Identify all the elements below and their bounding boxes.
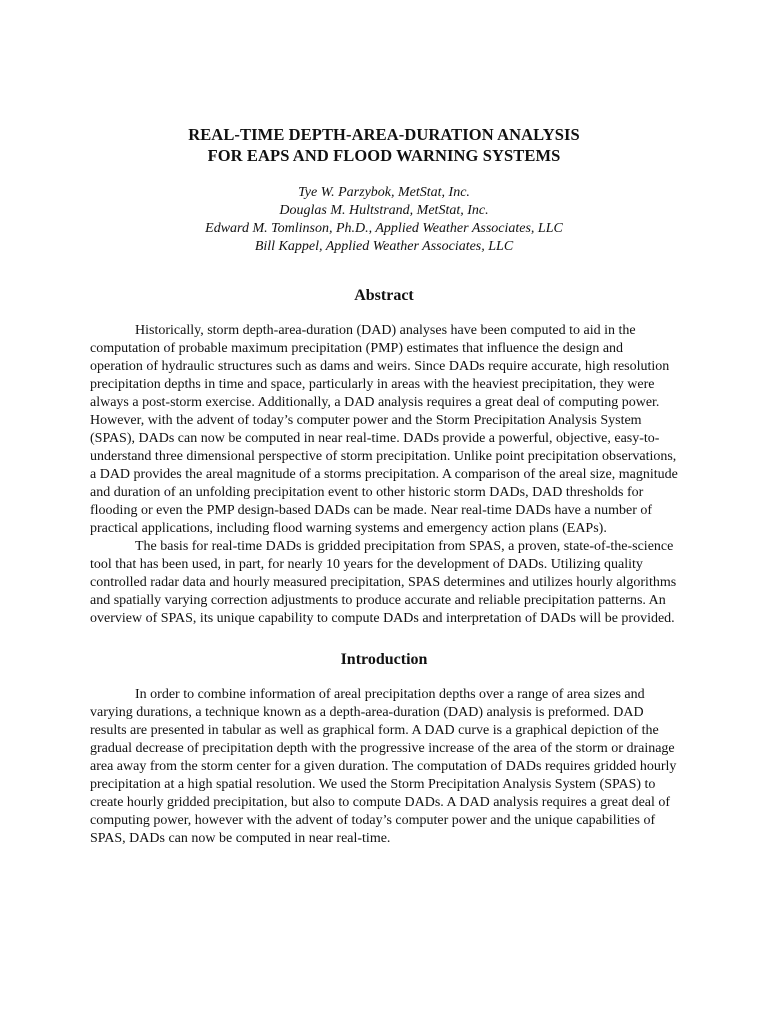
- author-4: Bill Kappel, Applied Weather Associates, LLC: [254, 239, 514, 254]
- author-list: [90, 184, 678, 256]
- abstract-paragraph-1: Historically, storm depth-area-duration (DAD) analyses have been computed to aid in the computation of probable maximum precipitation (PMP) estimates that influence the design and operation of hydraulic structures such as dams and weirs. Since DADs require accurate, high resolution precipitation depths in time and space, particularly in areas with the heaviest precipitation, they were always a post-storm exercise. Additionally, a DAD analysis requires a great deal of computing power. However, with the advent of today’s computer power and the Storm Precipitation Analysis System (SPAS), DADs can now be computed in near real-time. DADs provide a powerful, objective, easy-to-understand three dimensional perspective of storm precipitation. Unlike point precipitation observations, a DAD provides the areal magnitude of a storms precipitation. A comparison of the areal size, magnitude and duration of an unfolding precipitation event to other historic storm DADs, DAD thresholds for flooding or even the PMP design-based DADs can be made. Near real-time DADs have a number of practical applications, including flood warning systems and emergency action plans (EAPs).: [90, 323, 678, 536]
- abstract-section: [90, 286, 678, 628]
- author-2: Douglas M. Hultstrand, MetStat, Inc.: [279, 203, 489, 218]
- abstract-paragraph-2: The basis for real-time DADs is gridded precipitation from SPAS, a proven, state-of-the-science tool that has been used, in part, for nearly 10 years for the development of DADs. Utilizing quality controlled radar data and hourly measured precipitation, SPAS determines and utilizes hourly algorithms and spatially varying correction adjustments to produce accurate and reliable precipitation patterns. An overview of SPAS, its unique capability to compute DADs and interpretation of DADs will be provided.: [90, 539, 677, 626]
- title-line-2: FOR EAPS AND FLOOD WARNING SYSTEMS: [207, 146, 561, 165]
- paper-title: [90, 124, 678, 166]
- author-1: Tye W. Parzybok, MetStat, Inc.: [298, 185, 470, 200]
- author-3: Edward M. Tomlinson, Ph.D., Applied Weather Associates, LLC: [205, 221, 563, 236]
- introduction-section: [90, 650, 678, 848]
- title-line-1: REAL-TIME DEPTH-AREA-DURATION ANALYSIS: [188, 125, 580, 144]
- introduction-heading: Introduction: [340, 651, 428, 668]
- introduction-paragraph-1: In order to combine information of areal precipitation depths over a range of area sizes and varying durations, a technique known as a depth-area-duration (DAD) analysis is preformed. DAD results are presented in tabular as well as graphical form. A DAD curve is a graphical depiction of the gradual decrease of precipitation depth with the progressive increase of the area of the storm or drainage area away from the storm center for a given duration. The computation of DADs requires gridded hourly precipitation at a high spatial resolution. We used the Storm Precipitation Analysis System (SPAS) to create hourly gridded precipitation, but also to compute DADs. A DAD analysis requires a great deal of computing power, however with the advent of today’s computer power and the unique capabilities of SPAS, DADs can now be computed in near real-time.: [90, 687, 677, 846]
- abstract-heading: Abstract: [354, 287, 414, 304]
